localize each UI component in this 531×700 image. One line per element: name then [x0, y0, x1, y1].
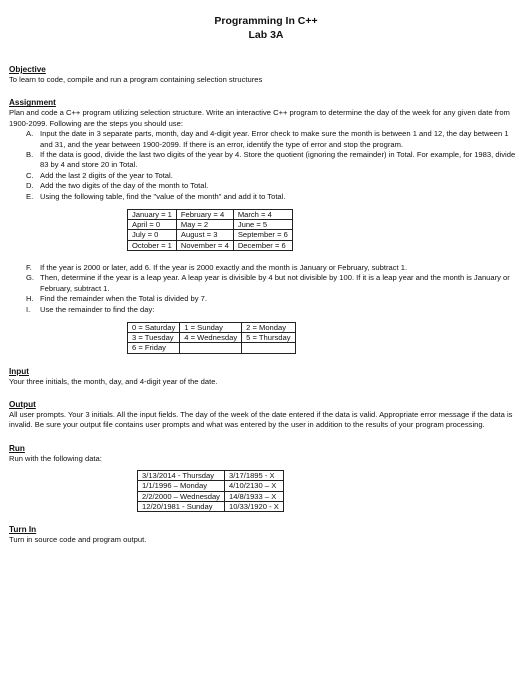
table-cell: July = 0	[128, 230, 177, 240]
table-row	[138, 491, 284, 501]
table-cell: February = 4	[176, 210, 233, 220]
table-cell: January = 1	[128, 210, 177, 220]
assignment-intro: Plan and code a C++ program utilizing selection structure. Write an interactive C++ program to determine the day of the week for any given date from 1900-2099. Following are the steps you should use:	[9, 108, 510, 128]
table-cell: May = 2	[176, 220, 233, 230]
list-item	[9, 129, 523, 150]
table-cell: 3/17/1895 - X	[224, 471, 283, 481]
list-item	[9, 273, 523, 294]
table-cell: September = 6	[233, 230, 292, 240]
list-item	[9, 192, 523, 202]
steps-list-f-i	[9, 263, 523, 315]
steps-list-a-e	[9, 129, 523, 202]
table-row	[128, 322, 296, 332]
turn-in-heading: Turn In	[9, 524, 37, 534]
table-cell: 3 = Tuesday	[128, 333, 180, 343]
list-item	[9, 171, 523, 181]
table-row	[128, 343, 296, 353]
run-heading: Run	[9, 443, 25, 453]
table-row	[128, 220, 293, 230]
table-row	[128, 210, 293, 220]
document-page	[9, 14, 523, 545]
step-marker: E.	[26, 191, 34, 201]
step-marker: D.	[26, 181, 34, 191]
table-cell: April = 0	[128, 220, 177, 230]
table-cell: March = 4	[233, 210, 292, 220]
run-text: Run with the following data:	[9, 453, 102, 463]
table-cell: 6 = Friday	[128, 343, 180, 353]
assignment-heading: Assignment	[9, 98, 56, 108]
table-row	[138, 471, 284, 481]
list-item	[9, 150, 523, 171]
table-cell: November = 4	[176, 240, 233, 250]
table-row	[128, 230, 293, 240]
table-cell: 4/10/2130 – X	[224, 481, 283, 491]
table-row	[128, 240, 293, 250]
table-cell: 3/13/2014 - Thursday	[138, 471, 225, 481]
month-value-table	[127, 209, 293, 251]
step-text: Add the two digits of the day of the month to Total.	[40, 181, 209, 191]
list-item	[9, 181, 523, 191]
table-cell: 12/20/1981 - Sunday	[138, 501, 225, 511]
step-text: Then, determine if the year is a leap year. A leap year is divisible by 4 but not divisible by 100. If it is a leap year and the month is January or February, subtract 1.	[40, 273, 510, 293]
step-text: If the year is 2000 or later, add 6. If the year is 2000 exactly and the month is January or February, subtract 1.	[40, 262, 408, 272]
table-cell: October = 1	[128, 240, 177, 250]
step-marker: C.	[26, 170, 34, 180]
table-cell: December = 6	[233, 240, 292, 250]
objective-heading: Objective	[9, 65, 46, 74]
table-cell: 2 = Monday	[242, 322, 295, 332]
table-cell: 10/33/1920 - X	[224, 501, 283, 511]
table-cell	[180, 343, 242, 353]
run-data-table	[137, 470, 284, 512]
step-marker: H.	[26, 294, 34, 304]
table-row	[138, 481, 284, 491]
step-text: Find the remainder when the Total is divided by 7.	[40, 294, 208, 304]
turn-in-text: Turn in source code and program output.	[9, 534, 147, 544]
table-cell: 4 = Wednesday	[180, 333, 242, 343]
step-marker: A.	[26, 129, 34, 139]
document-title: Programming In C++	[214, 15, 318, 27]
step-text: If the data is good, divide the last two digits of the year by 4. Store the quotient (ignoring the remainder) in Total. For example, for 1983, divide 83 by 4 and store 20 in Total.	[40, 150, 516, 170]
step-text: Using the following table, find the "value of the month" and add it to Total.	[40, 191, 286, 201]
step-marker: F.	[26, 262, 32, 272]
step-marker: I.	[26, 304, 31, 314]
list-item	[9, 263, 523, 273]
table-cell: 2/2/2000 – Wednesday	[138, 491, 225, 501]
objective-text: To learn to code, compile and run a program containing selection structures	[9, 75, 263, 84]
output-heading: Output	[9, 399, 36, 409]
list-item	[9, 294, 523, 304]
table-cell: 5 = Thursday	[242, 333, 295, 343]
table-cell: 14/8/1933 – X	[224, 491, 283, 501]
document-subtitle: Lab 3A	[248, 29, 284, 41]
list-item	[9, 305, 523, 315]
table-cell: August = 3	[176, 230, 233, 240]
day-remainder-table	[127, 322, 296, 354]
table-cell	[242, 343, 295, 353]
table-row	[138, 501, 284, 511]
table-cell: 1 = Sunday	[180, 322, 242, 332]
table-cell: 1/1/1996 – Monday	[138, 481, 225, 491]
input-heading: Input	[9, 366, 30, 376]
step-text: Input the date in 3 separate parts, month, day and 4-digit year. Error check to make sure the month is between 1 and 12, the day between 1 and 31, and the year between 1900-2099. If there is an error, identify the type of error and stop the program.	[40, 129, 509, 149]
step-text: Add the last 2 digits of the year to Total.	[40, 170, 173, 180]
step-marker: B.	[26, 150, 34, 160]
table-cell: 0 = Saturday	[128, 322, 180, 332]
step-marker: G.	[26, 273, 35, 283]
table-cell: June = 5	[233, 220, 292, 230]
output-text: All user prompts. Your 3 initials. All the input fields. The day of the week of the date entered if the data is valid. Appropriate error message if the data is invalid. Be sure your output file contains user prompts and what was entered by the user in addition to the results of your program processing.	[9, 409, 513, 430]
table-row	[128, 333, 296, 343]
step-text: Use the remainder to find the day:	[40, 304, 155, 314]
input-text: Your three initials, the month, day, and 4-digit year of the date.	[9, 376, 218, 386]
